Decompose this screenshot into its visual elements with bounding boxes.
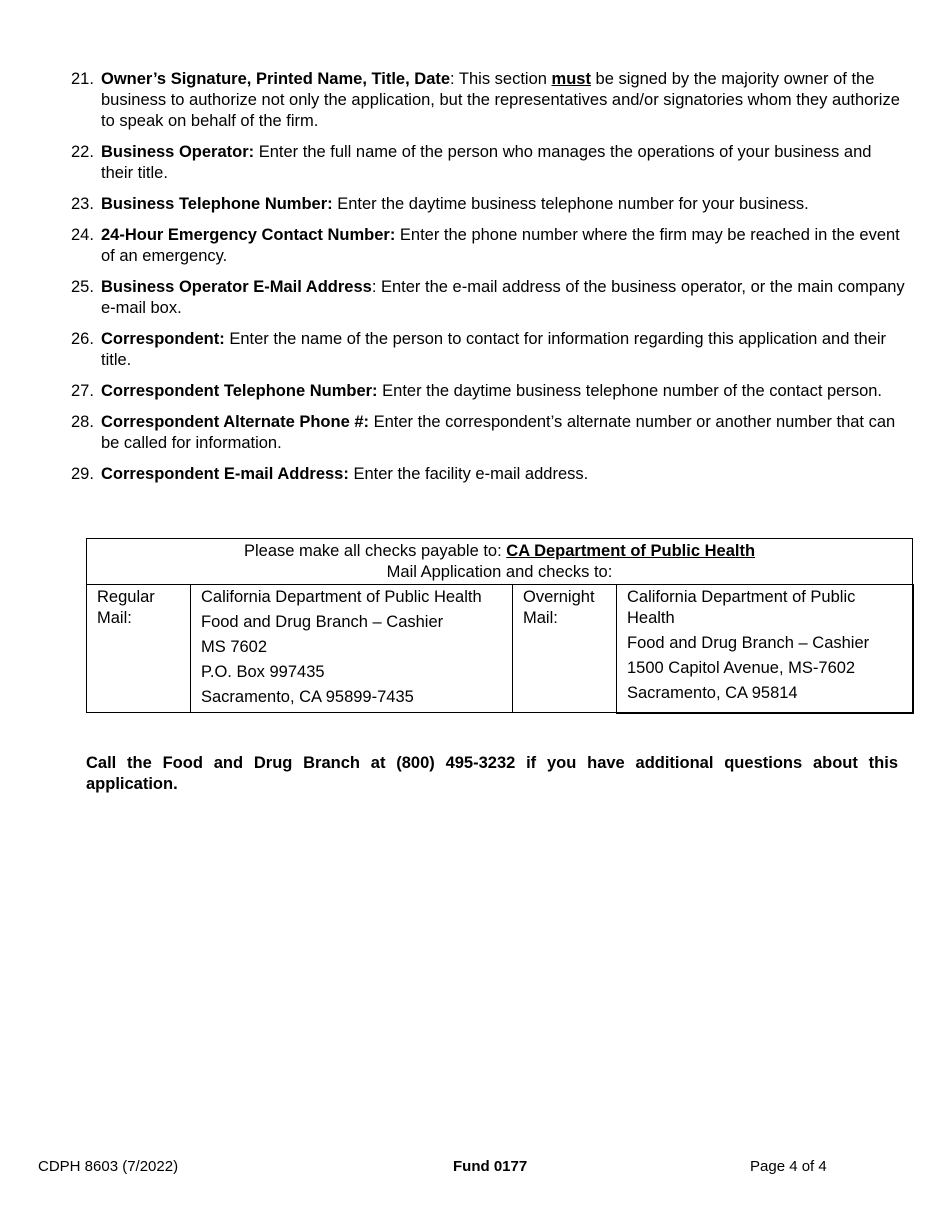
regular-mail-address [191, 585, 513, 713]
address-line: California Department of Public Health [201, 588, 482, 606]
item-number: 28. [71, 413, 94, 431]
instruction-item-27 [71, 381, 907, 402]
address-line: California Department of Public Health [627, 588, 856, 627]
address-line: P.O. Box 997435 [201, 663, 325, 681]
address-line: MS 7602 [201, 638, 268, 656]
regular-mail-label: Regular Mail: [87, 585, 191, 713]
page-number: Page 4 of 4 [750, 1158, 827, 1175]
item-text: Enter the daytime business telephone number for your business. [332, 195, 809, 213]
item-text: : This section [450, 70, 552, 88]
instruction-item-25 [71, 277, 907, 319]
item-label: Business Operator: [101, 143, 255, 161]
emphasis-must: must [551, 70, 591, 88]
item-text: Enter the phone number where the firm may be reached in the event of an emergency. [101, 226, 900, 265]
page-footer [38, 1156, 838, 1176]
item-label: Business Telephone Number: [101, 195, 333, 213]
item-label: 24-Hour Emergency Contact Number: [101, 226, 396, 244]
instruction-item-21 [71, 69, 907, 132]
item-label: Correspondent: [101, 330, 225, 348]
item-number: 21. [71, 70, 94, 88]
payment-table [86, 538, 914, 714]
item-text: Enter the daytime business telephone number of the contact person. [377, 382, 883, 400]
item-number: 29. [71, 465, 94, 483]
item-number: 22. [71, 143, 94, 161]
item-number: 24. [71, 226, 94, 244]
item-number: 27. [71, 382, 94, 400]
item-text: Enter the correspondent’s alternate number or another number that can be called for information. [101, 413, 896, 452]
instruction-item-28 [71, 412, 907, 454]
payment-header-cell [87, 539, 913, 585]
item-text: Enter the facility e-mail address. [348, 465, 589, 483]
call-note: Call the Food and Drug Branch at (800) 495-3232 if you have additional questions about this application. [86, 754, 898, 793]
form-id: CDPH 8603 (7/2022) [38, 1158, 179, 1175]
payable-prefix: Please make all checks payable to: [243, 542, 507, 560]
item-number: 25. [71, 278, 94, 296]
overnight-mail-label: Overnight Mail: [513, 585, 617, 713]
item-number: 26. [71, 330, 94, 348]
item-label: Business Operator E-Mail Address [101, 278, 372, 296]
instruction-item-22 [71, 142, 907, 184]
instruction-list [71, 69, 907, 495]
address-line: Food and Drug Branch – Cashier [627, 634, 870, 652]
item-label: Correspondent Telephone Number: [101, 382, 378, 400]
address-line: Sacramento, CA 95899-7435 [201, 688, 414, 706]
item-label: Correspondent E-mail Address: [101, 465, 349, 483]
item-label: Correspondent Alternate Phone #: [101, 413, 370, 431]
item-label: Owner’s Signature, Printed Name, Title, Date [101, 70, 451, 88]
item-text: be signed by the majority owner of the business to authorize not only the application, but the representatives and/or signatories whom they authorize to speak on behalf of the firm. [101, 70, 900, 130]
mail-line: Mail Application and checks to: [386, 563, 613, 581]
instruction-item-24 [71, 225, 907, 267]
address-line: 1500 Capitol Avenue, MS-7602 [627, 659, 856, 677]
address-line: Sacramento, CA 95814 [627, 684, 798, 702]
item-number: 23. [71, 195, 94, 213]
payment-header-row [87, 539, 913, 585]
instruction-item-23 [71, 194, 907, 215]
item-text: Enter the name of the person to contact for information regarding this application and their title. [101, 330, 887, 369]
item-text: : Enter the e-mail address of the business operator, or the main company e-mail box. [101, 278, 905, 317]
payable-to: CA Department of Public Health [506, 542, 756, 560]
overnight-mail-address [617, 585, 913, 713]
instruction-item-26 [71, 329, 907, 371]
item-text: Enter the full name of the person who manages the operations of your business and their title. [101, 143, 872, 182]
instruction-item-29 [71, 464, 907, 485]
fund-number: Fund 0177 [453, 1158, 528, 1175]
address-line: Food and Drug Branch – Cashier [201, 613, 444, 631]
payment-address-row [87, 585, 913, 713]
